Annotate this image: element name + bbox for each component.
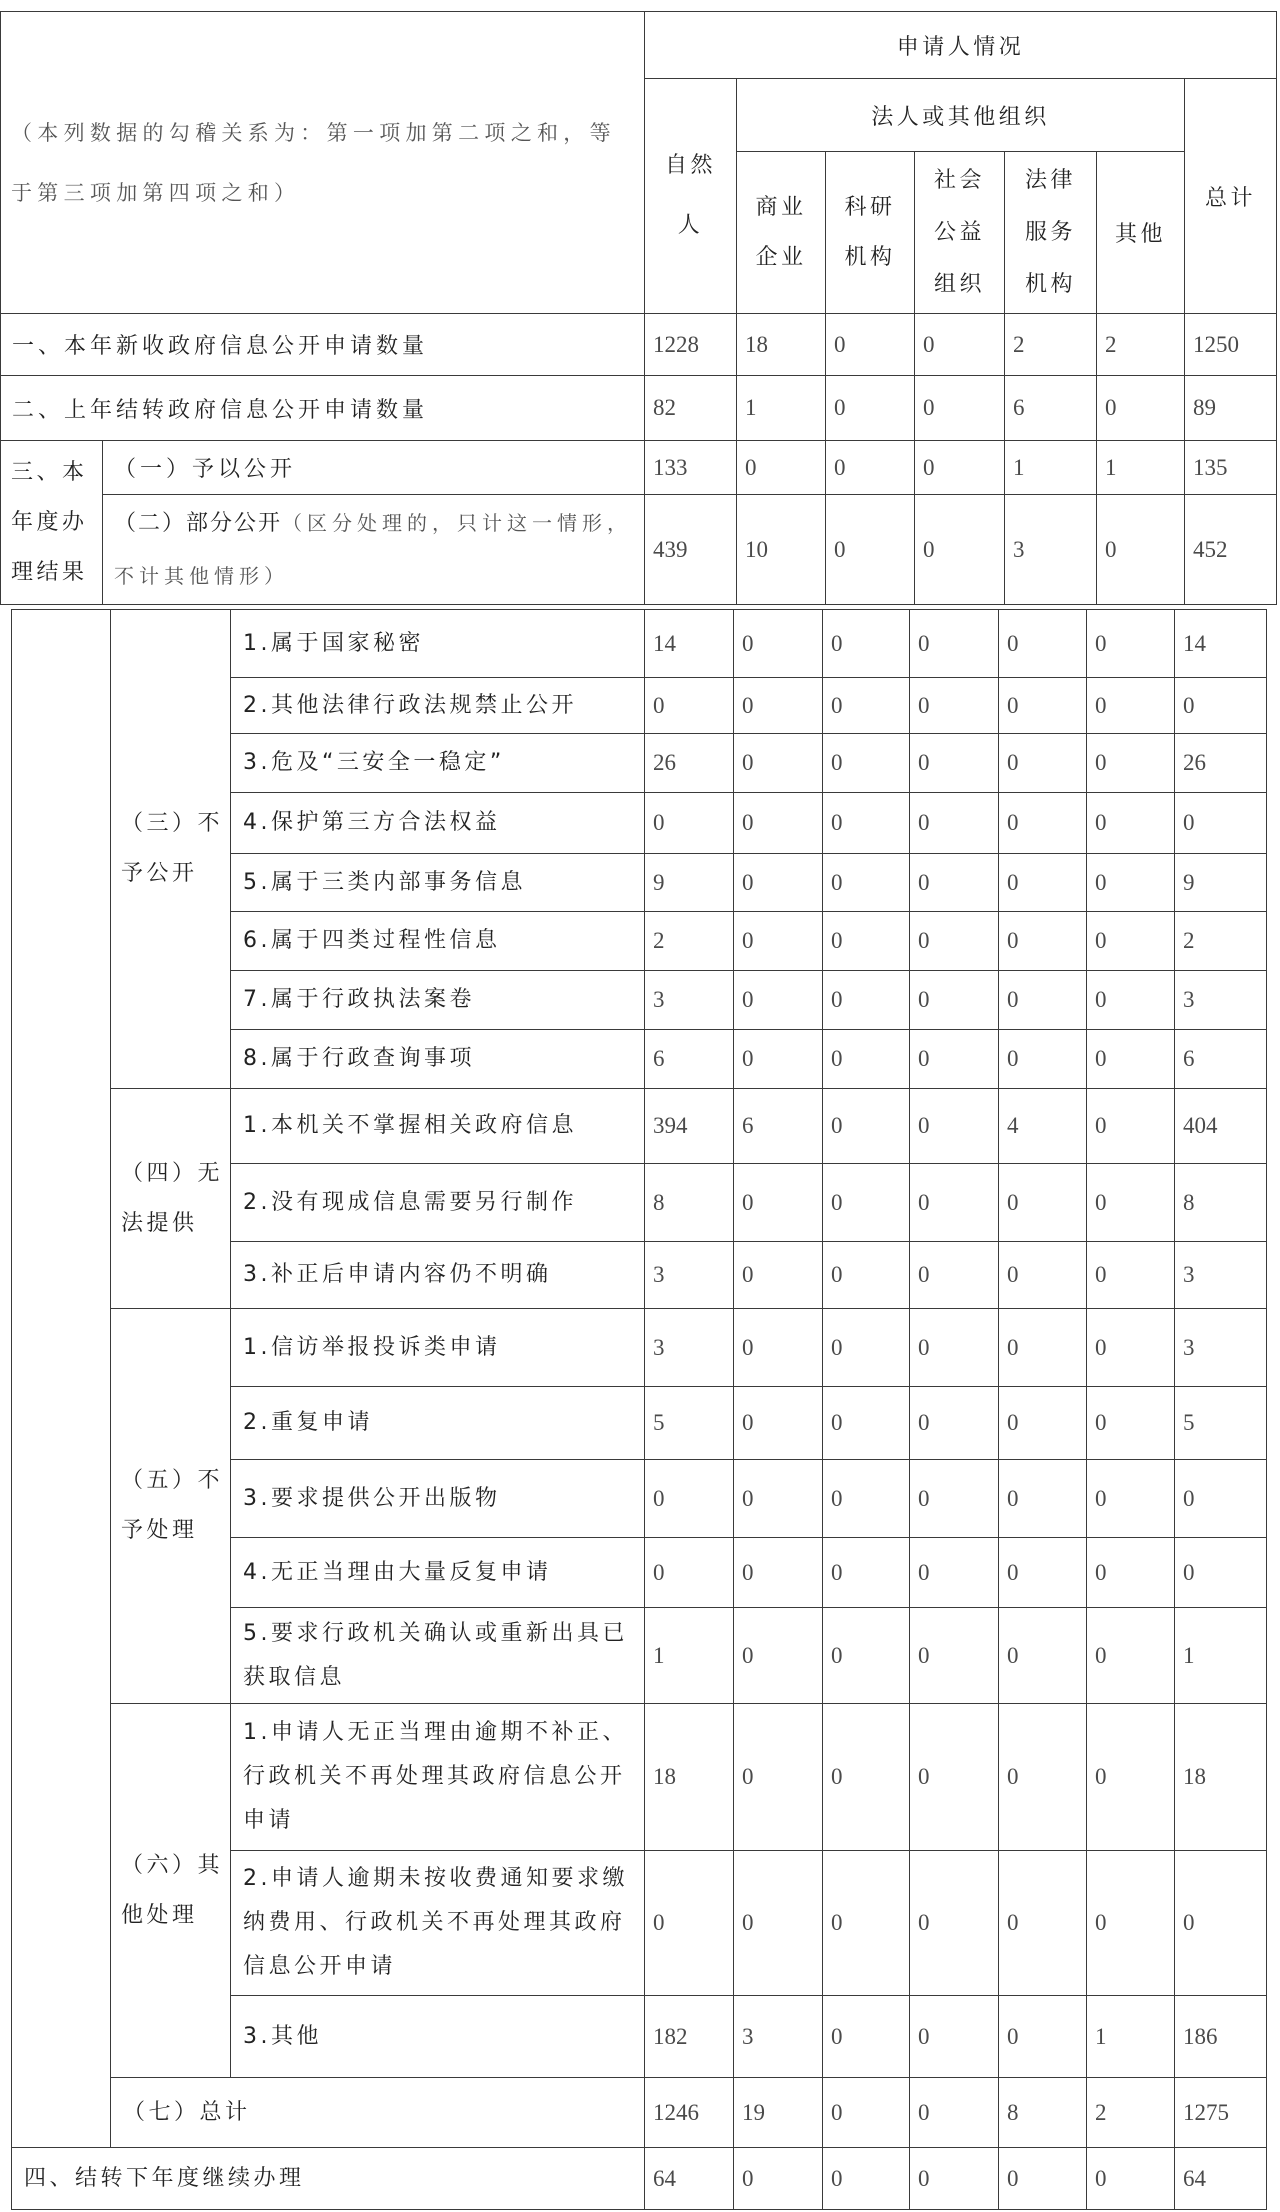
commercial-enterprise-value: 0: [734, 912, 823, 971]
research-institution-value: 0: [823, 1242, 910, 1309]
other-org-value: 0: [1087, 1704, 1175, 1851]
total-value: 26: [1175, 734, 1267, 793]
row-disclosed: （一）予以公开: [103, 441, 645, 495]
natural-person-value: 5: [645, 1387, 734, 1460]
commercial-enterprise-value: 1: [737, 376, 826, 441]
research-institution-value: 0: [823, 610, 910, 678]
header-social-welfare-org: 社会公益组织: [915, 152, 1005, 314]
research-institution-value: 0: [823, 912, 910, 971]
legal-service-org-value: 0: [999, 793, 1087, 854]
row-total: （七）总计: [111, 2078, 645, 2148]
natural-person-value: 64: [645, 2148, 734, 2210]
research-institution-value: 0: [823, 1164, 910, 1242]
header-commercial-enterprise: 商业企业: [737, 152, 826, 314]
other-org-value: 0: [1087, 2148, 1175, 2210]
legal-service-org-value: 0: [999, 1030, 1087, 1089]
header-legal-service-org: 法律服务机构: [1005, 152, 1097, 314]
legal-service-org-value: 0: [999, 678, 1087, 734]
legal-service-org-value: 0: [999, 1538, 1087, 1608]
item-internal-affairs-info: 5.属于三类内部事务信息: [231, 854, 645, 912]
commercial-enterprise-value: 3: [734, 1996, 823, 2078]
research-institution-value: 0: [823, 1460, 910, 1538]
other-org-value: 0: [1087, 734, 1175, 793]
commercial-enterprise-value: 0: [734, 678, 823, 734]
commercial-enterprise-value: 0: [734, 1164, 823, 1242]
category-unable-to-provide: （四）无法提供: [111, 1089, 231, 1309]
commercial-enterprise-value: 0: [734, 1538, 823, 1608]
header-research-institution: 科研机构: [826, 152, 915, 314]
item-state-secret: 1.属于国家秘密: [231, 610, 645, 678]
natural-person-value: 2: [645, 912, 734, 971]
social-welfare-org-value: 0: [910, 971, 999, 1030]
natural-person-value: 1: [645, 1608, 734, 1704]
item-public-publications: 3.要求提供公开出版物: [231, 1460, 645, 1538]
natural-person-value: 82: [645, 376, 737, 441]
natural-person-value: 26: [645, 734, 734, 793]
other-org-value: 1: [1087, 1996, 1175, 2078]
row-carried-over: 二、上年结转政府信息公开申请数量: [1, 376, 645, 441]
total-value: 1250: [1185, 314, 1277, 376]
other-org-value: 0: [1087, 1242, 1175, 1309]
item-petition-complaint: 1.信访举报投诉类申请: [231, 1309, 645, 1387]
natural-person-value: 6: [645, 1030, 734, 1089]
total-value: 2: [1175, 912, 1267, 971]
social-welfare-org-value: 0: [910, 1538, 999, 1608]
legal-service-org-value: 2: [1005, 314, 1097, 376]
legal-service-org-value: 0: [999, 1460, 1087, 1538]
research-institution-value: 0: [823, 2078, 910, 2148]
category-other-processing: （六）其他处理: [111, 1704, 231, 2078]
other-org-value: 0: [1087, 610, 1175, 678]
natural-person-value: 0: [645, 678, 734, 734]
total-value: 0: [1175, 1538, 1267, 1608]
item-prohibited-by-other-laws: 2.其他法律行政法规禁止公开: [231, 678, 645, 734]
total-value: 0: [1175, 793, 1267, 854]
total-value: 14: [1175, 610, 1267, 678]
other-org-value: 1: [1097, 441, 1185, 495]
legal-service-org-value: 8: [999, 2078, 1087, 2148]
total-value: 9: [1175, 854, 1267, 912]
other-org-value: 0: [1087, 1460, 1175, 1538]
other-org-value: 0: [1087, 1387, 1175, 1460]
commercial-enterprise-value: 0: [734, 793, 823, 854]
total-value: 5: [1175, 1387, 1267, 1460]
research-institution-value: 0: [826, 495, 915, 605]
other-org-value: 0: [1087, 912, 1175, 971]
item-info-not-held: 1.本机关不掌握相关政府信息: [231, 1089, 645, 1164]
total-value: 89: [1185, 376, 1277, 441]
header-total: 总计: [1185, 79, 1277, 314]
item-no-correction-overdue: 1.申请人无正当理由逾期不补正、行政机关不再处理其政府信息公开申请: [231, 1704, 645, 1851]
other-org-value: 0: [1087, 854, 1175, 912]
results-continuation-column: [12, 610, 111, 2148]
social-welfare-org-value: 0: [915, 495, 1005, 605]
commercial-enterprise-value: 6: [734, 1089, 823, 1164]
header-applicant-info: 申请人情况: [645, 12, 1277, 79]
total-value: 8: [1175, 1164, 1267, 1242]
commercial-enterprise-value: 0: [734, 971, 823, 1030]
other-org-value: 0: [1087, 1309, 1175, 1387]
item-law-enforcement-files: 7.属于行政执法案卷: [231, 971, 645, 1030]
row-partially-disclosed: [103, 495, 645, 605]
other-org-value: 2: [1087, 2078, 1175, 2148]
total-value: 0: [1175, 1851, 1267, 1996]
social-welfare-org-value: 0: [910, 912, 999, 971]
total-value: 0: [1175, 1460, 1267, 1538]
research-institution-value: 0: [823, 971, 910, 1030]
other-org-value: 0: [1087, 793, 1175, 854]
item-endangers-security-stability: 3.危及“三安全一稳定”: [231, 734, 645, 793]
legal-service-org-value: 0: [999, 1608, 1087, 1704]
natural-person-value: 0: [645, 1460, 734, 1538]
natural-person-value: 0: [645, 1538, 734, 1608]
commercial-enterprise-value: 0: [734, 1387, 823, 1460]
commercial-enterprise-value: 0: [734, 1851, 823, 1996]
total-value: 452: [1185, 495, 1277, 605]
group-results-this-year: 三、本年度办理结果: [1, 441, 103, 605]
social-welfare-org-value: 0: [910, 1387, 999, 1460]
research-institution-value: 0: [823, 1309, 910, 1387]
header-legal-or-other-org: 法人或其他组织: [737, 79, 1185, 152]
legal-service-org-value: 1: [1005, 441, 1097, 495]
social-welfare-org-value: 0: [910, 1996, 999, 2078]
social-welfare-org-value: 0: [910, 1460, 999, 1538]
social-welfare-org-value: 0: [910, 2078, 999, 2148]
social-welfare-org-value: 0: [910, 1851, 999, 1996]
total-value: 3: [1175, 1309, 1267, 1387]
other-org-value: 0: [1097, 376, 1185, 441]
social-welfare-org-value: 0: [910, 1089, 999, 1164]
natural-person-value: 182: [645, 1996, 734, 2078]
social-welfare-org-value: 0: [910, 734, 999, 793]
header-other-org: 其他: [1097, 152, 1185, 314]
research-institution-value: 0: [823, 2148, 910, 2210]
row-carry-forward: 四、结转下年度继续办理: [12, 2148, 645, 2210]
total-value: 186: [1175, 1996, 1267, 2078]
research-institution-value: 0: [826, 441, 915, 495]
partially-disclosed-note: （区分处理的，只计这一情形，不计其他情形）: [114, 510, 633, 588]
research-institution-value: 0: [823, 1608, 910, 1704]
other-org-value: 0: [1087, 971, 1175, 1030]
item-other: 3.其他: [231, 1996, 645, 2078]
legal-service-org-value: 4: [999, 1089, 1087, 1164]
social-welfare-org-value: 0: [910, 1704, 999, 1851]
total-value: 135: [1185, 441, 1277, 495]
natural-person-value: 1246: [645, 2078, 734, 2148]
commercial-enterprise-value: 0: [734, 1309, 823, 1387]
item-fee-not-paid: 2.申请人逾期未按收费通知要求缴纳费用、行政机关不再处理其政府信息公开申请: [231, 1851, 645, 1996]
natural-person-value: 8: [645, 1164, 734, 1242]
natural-person-value: 3: [645, 971, 734, 1030]
research-institution-value: 0: [823, 1089, 910, 1164]
legal-service-org-value: 0: [999, 971, 1087, 1030]
research-institution-value: 0: [823, 678, 910, 734]
research-institution-value: 0: [826, 376, 915, 441]
item-administrative-inquiry: 8.属于行政查询事项: [231, 1030, 645, 1089]
commercial-enterprise-value: 0: [737, 441, 826, 495]
commercial-enterprise-value: 0: [734, 610, 823, 678]
commercial-enterprise-value: 18: [737, 314, 826, 376]
commercial-enterprise-value: 0: [734, 1460, 823, 1538]
legal-service-org-value: 0: [999, 1309, 1087, 1387]
legal-service-org-value: 0: [999, 1851, 1087, 1996]
research-institution-value: 0: [823, 1030, 910, 1089]
natural-person-value: 439: [645, 495, 737, 605]
research-institution-value: 0: [823, 793, 910, 854]
commercial-enterprise-value: 0: [734, 1704, 823, 1851]
other-org-value: 2: [1097, 314, 1185, 376]
legal-service-org-value: 0: [999, 912, 1087, 971]
social-welfare-org-value: 0: [915, 314, 1005, 376]
social-welfare-org-value: 0: [910, 1608, 999, 1704]
legal-service-org-value: 0: [999, 2148, 1087, 2210]
social-welfare-org-value: 0: [910, 1030, 999, 1089]
row-new-requests: 一、本年新收政府信息公开申请数量: [1, 314, 645, 376]
research-institution-value: 0: [826, 314, 915, 376]
item-still-unclear-after-correction: 3.补正后申请内容仍不明确: [231, 1242, 645, 1309]
commercial-enterprise-value: 0: [734, 1608, 823, 1704]
header-natural-person: 自然人: [645, 79, 737, 314]
application-summary-table: [0, 11, 1277, 605]
other-org-value: 0: [1087, 1089, 1175, 1164]
item-confirm-or-reissue: 5.要求行政机关确认或重新出具已获取信息: [231, 1608, 645, 1704]
social-welfare-org-value: 0: [910, 1242, 999, 1309]
other-org-value: 0: [1087, 1030, 1175, 1089]
research-institution-value: 0: [823, 854, 910, 912]
partially-disclosed-label: （二）部分公开: [114, 510, 283, 536]
research-institution-value: 0: [823, 1851, 910, 1996]
natural-person-value: 1228: [645, 314, 737, 376]
social-welfare-org-value: 0: [915, 441, 1005, 495]
natural-person-value: 14: [645, 610, 734, 678]
legal-service-org-value: 3: [1005, 495, 1097, 605]
total-value: 1275: [1175, 2078, 1267, 2148]
item-repeated-request: 2.重复申请: [231, 1387, 645, 1460]
legal-service-org-value: 6: [1005, 376, 1097, 441]
other-org-value: 0: [1087, 1164, 1175, 1242]
other-org-value: 0: [1087, 1538, 1175, 1608]
header-note: （本列数据的勾稽关系为：第一项加第二项之和，等于第三项加第四项之和）: [1, 12, 645, 314]
social-welfare-org-value: 0: [910, 678, 999, 734]
natural-person-value: 3: [645, 1242, 734, 1309]
natural-person-value: 0: [645, 1851, 734, 1996]
research-institution-value: 0: [823, 1996, 910, 2078]
results-detail-table: [11, 609, 1267, 2210]
total-value: 3: [1175, 971, 1267, 1030]
total-value: 404: [1175, 1089, 1267, 1164]
natural-person-value: 3: [645, 1309, 734, 1387]
legal-service-org-value: 0: [999, 734, 1087, 793]
research-institution-value: 0: [823, 1538, 910, 1608]
social-welfare-org-value: 0: [910, 1309, 999, 1387]
natural-person-value: 9: [645, 854, 734, 912]
social-welfare-org-value: 0: [910, 793, 999, 854]
legal-service-org-value: 0: [999, 1242, 1087, 1309]
other-org-value: 0: [1087, 1851, 1175, 1996]
other-org-value: 0: [1097, 495, 1185, 605]
other-org-value: 0: [1087, 678, 1175, 734]
category-not-disclosed: （三）不予公开: [111, 610, 231, 1089]
total-value: 18: [1175, 1704, 1267, 1851]
research-institution-value: 0: [823, 1704, 910, 1851]
social-welfare-org-value: 0: [910, 1164, 999, 1242]
item-requires-new-production: 2.没有现成信息需要另行制作: [231, 1164, 645, 1242]
item-third-party-rights: 4.保护第三方合法权益: [231, 793, 645, 854]
legal-service-org-value: 0: [999, 610, 1087, 678]
research-institution-value: 0: [823, 734, 910, 793]
legal-service-org-value: 0: [999, 1164, 1087, 1242]
item-mass-repeated-requests: 4.无正当理由大量反复申请: [231, 1538, 645, 1608]
natural-person-value: 394: [645, 1089, 734, 1164]
total-value: 0: [1175, 678, 1267, 734]
legal-service-org-value: 0: [999, 854, 1087, 912]
commercial-enterprise-value: 0: [734, 2148, 823, 2210]
partially-disclosed-text: [114, 497, 642, 603]
total-value: 64: [1175, 2148, 1267, 2210]
total-value: 3: [1175, 1242, 1267, 1309]
category-not-processed: （五）不予处理: [111, 1309, 231, 1704]
social-welfare-org-value: 0: [910, 854, 999, 912]
commercial-enterprise-value: 19: [734, 2078, 823, 2148]
legal-service-org-value: 0: [999, 1996, 1087, 2078]
commercial-enterprise-value: 0: [734, 1030, 823, 1089]
social-welfare-org-value: 0: [910, 610, 999, 678]
commercial-enterprise-value: 10: [737, 495, 826, 605]
commercial-enterprise-value: 0: [734, 734, 823, 793]
commercial-enterprise-value: 0: [734, 854, 823, 912]
research-institution-value: 0: [823, 1387, 910, 1460]
total-value: 1: [1175, 1608, 1267, 1704]
item-process-info: 6.属于四类过程性信息: [231, 912, 645, 971]
legal-service-org-value: 0: [999, 1387, 1087, 1460]
natural-person-value: 133: [645, 441, 737, 495]
natural-person-value: 18: [645, 1704, 734, 1851]
social-welfare-org-value: 0: [915, 376, 1005, 441]
commercial-enterprise-value: 0: [734, 1242, 823, 1309]
other-org-value: 0: [1087, 1608, 1175, 1704]
natural-person-value: 0: [645, 793, 734, 854]
social-welfare-org-value: 0: [910, 2148, 999, 2210]
legal-service-org-value: 0: [999, 1704, 1087, 1851]
total-value: 6: [1175, 1030, 1267, 1089]
